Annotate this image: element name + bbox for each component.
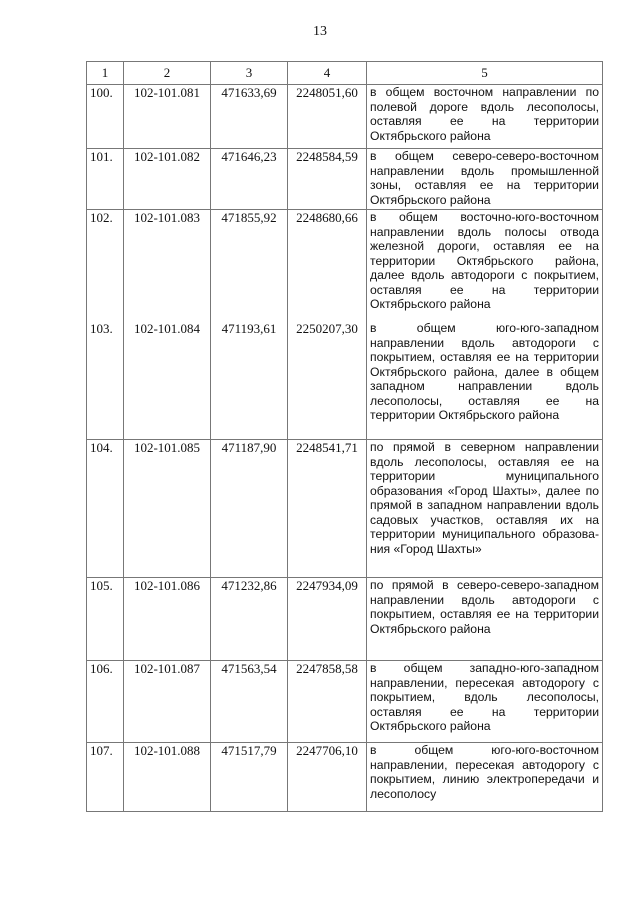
point-code: 102-101.087 (124, 661, 211, 743)
table-row (87, 321, 603, 440)
point-code: 102-101.086 (124, 578, 211, 661)
boundary-points-table (86, 61, 603, 812)
table-row (87, 440, 603, 578)
row-number: 103. (87, 321, 124, 440)
boundary-description: по прямой в северном направлении вдоль лесополосы, оставляя ее на территории муниципального образования «Город Шахты», далее по прямой в западном направлении вдоль садовых участков, оставляя их на территории муниципального образования «Город Шахты» (367, 440, 603, 578)
point-code: 102-101.081 (124, 85, 211, 149)
table-row (87, 661, 603, 743)
header-cell: 2 (124, 62, 211, 85)
coord-y: 2248584,59 (288, 149, 367, 210)
table-row (87, 578, 603, 661)
coord-y: 2247934,09 (288, 578, 367, 661)
coord-y: 2248051,60 (288, 85, 367, 149)
table-row (87, 85, 603, 149)
coord-y: 2247706,10 (288, 743, 367, 812)
page-number: 13 (313, 24, 327, 39)
row-number: 101. (87, 149, 124, 210)
coord-x: 471633,69 (211, 85, 288, 149)
coord-y: 2248541,71 (288, 440, 367, 578)
coord-x: 471517,79 (211, 743, 288, 812)
coord-x: 471563,54 (211, 661, 288, 743)
table-row (87, 210, 603, 322)
boundary-description: в общем западно-юго-западном направлении, пересекая автодорогу с покрытием, вдоль лесополосы, оставляя ее на территории Октябрьского района (367, 661, 603, 743)
coord-x: 471193,61 (211, 321, 288, 440)
coord-x: 471232,86 (211, 578, 288, 661)
table-header-row (87, 62, 603, 85)
coord-y: 2250207,30 (288, 321, 367, 440)
table-row (87, 149, 603, 210)
point-code: 102-101.088 (124, 743, 211, 812)
coord-x: 471855,92 (211, 210, 288, 322)
row-number: 105. (87, 578, 124, 661)
row-number: 102. (87, 210, 124, 322)
header-cell: 1 (87, 62, 124, 85)
boundary-description: в общем юго-юго-восточном направлении, пересекая автодорогу с покрытием, линию электропередачи и лесополосу (367, 743, 603, 812)
boundary-description: в общем северо-северо-восточном направлении вдоль промышленной зоны, оставляя ее на территории Октябрьского района (367, 149, 603, 210)
coord-y: 2248680,66 (288, 210, 367, 322)
boundary-description: по прямой в северо-северо-западном направлении вдоль автодороги с покрытием, оставляя ее на территории Октябрьского района (367, 578, 603, 661)
boundary-description: в общем восточно-юго-восточном направлении вдоль полосы отвода железной дороги, оставляя ее на территории Октябрьского района, далее вдоль автодороги с покрытием, оставляя ее на территории Октябрьского района (367, 210, 603, 322)
row-number: 106. (87, 661, 124, 743)
point-code: 102-101.084 (124, 321, 211, 440)
point-code: 102-101.085 (124, 440, 211, 578)
coord-x: 471646,23 (211, 149, 288, 210)
boundary-description: в общем юго-юго-западном направлении вдоль автодороги с покрытием, оставляя ее на территории Октябрьского района, далее в общем западном направлении вдоль лесополосы, оставляя ее на территории Октябрьского района (367, 321, 603, 440)
row-number: 104. (87, 440, 124, 578)
header-cell: 5 (367, 62, 603, 85)
table-row (87, 743, 603, 812)
coord-y: 2247858,58 (288, 661, 367, 743)
row-number: 100. (87, 85, 124, 149)
coord-x: 471187,90 (211, 440, 288, 578)
point-code: 102-101.083 (124, 210, 211, 322)
row-number: 107. (87, 743, 124, 812)
header-cell: 3 (211, 62, 288, 85)
header-cell: 4 (288, 62, 367, 85)
boundary-description: в общем восточном направлении по полевой дороге вдоль лесополосы, оставляя ее на территории Октябрьского района (367, 85, 603, 149)
point-code: 102-101.082 (124, 149, 211, 210)
